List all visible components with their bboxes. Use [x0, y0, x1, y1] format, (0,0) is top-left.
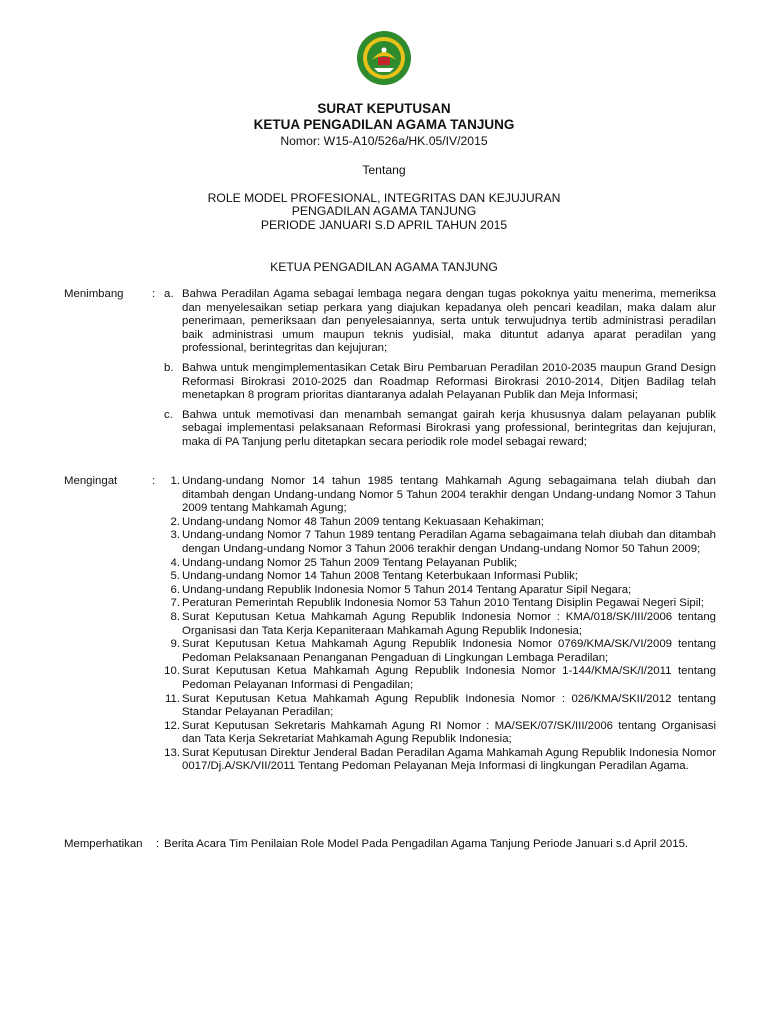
- item-text: Undang-undang Nomor 48 Tahun 2009 tentang Kekuasaan Kehakiman;: [182, 515, 545, 528]
- item-marker: c.: [164, 408, 173, 421]
- mengingat-label: Mengingat: [64, 475, 118, 487]
- document-title: SURAT KEPUTUSAN: [317, 101, 451, 116]
- item-marker: 8.: [170, 610, 180, 623]
- memperhatikan-text: Berita Acara Tim Penilaian Role Model Pada Pengadilan Agama Tanjung Periode Januari s.d April 2015.: [164, 838, 689, 850]
- menimbang-item: [162, 362, 716, 403]
- item-marker: 6.: [170, 583, 180, 596]
- menimbang-label: Menimbang: [64, 288, 124, 300]
- mengingat-list: [162, 475, 716, 774]
- item-text: Peraturan Pemerintah Republik Indonesia Nomor 53 Tahun 2010 Tentang Disiplin Pegawai Negeri Sipil;: [182, 597, 704, 610]
- mengingat-item: [162, 516, 716, 530]
- subject-line-3: PERIODE JANUARI S.D APRIL TAHUN 2015: [260, 218, 508, 232]
- item-text: Surat Keputusan Ketua Mahkamah Agung Republik Indonesia Nomor 0769/KMA/SK/VI/2009 tentang Pedoman Pelaksanaan Penanganan Pengaduan di Lingkungan Lembaga Peradilan;: [182, 638, 716, 664]
- item-marker: 11.: [165, 692, 180, 705]
- mengingat-item: [162, 597, 716, 611]
- item-marker: 10.: [164, 665, 180, 678]
- item-marker: b.: [164, 361, 174, 374]
- mengingat-item: [162, 747, 716, 774]
- item-text: Bahwa untuk mengimplementasikan Cetak Biru Pembaruan Peradilan 2010-2035 maupun Grand Design Reformasi Birokrasi 2010-2025 dan Roadmap Reformasi Birokrasi 2010-2014, Ditjen Badilag telah menetapkan 8 program prioritas diantaranya adalah Pelayanan Publik dan Meja Informasi;: [182, 361, 716, 402]
- item-text: Surat Keputusan Ketua Mahkamah Agung Republik Indonesia Nomor 1-144/KMA/SK/I/2011 tentang Pedoman Pelayanan Informasi di Pengadilan;: [182, 665, 716, 691]
- mengingat-item: [162, 529, 716, 556]
- item-text: Undang-undang Nomor 25 Tahun 2009 Tentang Pelayanan Publik;: [182, 556, 518, 569]
- item-marker: a.: [164, 288, 174, 300]
- item-text: Bahwa Peradilan Agama sebagai lembaga negara dengan tugas pokoknya yaitu menerima, memeriksa dan menyelesaikan setiap perkara yang diajukan kepadanya oleh pencari keadilan, maka dalam alur penerimaan, pemeriksaan dan penyelesaiannya, serta untuk terwujudnya tertib administrasi peradilan baik administrasi umum maupun teknis yudisial, maka dituntut adanya aparat peradilan yang professional, berintegritas dan kejujuran;: [182, 288, 716, 355]
- menimbang-item: [162, 409, 716, 450]
- item-marker: 12.: [164, 719, 180, 732]
- tentang-label: Tentang: [362, 163, 406, 177]
- mengingat-colon: :: [152, 475, 156, 487]
- mengingat-item: [162, 475, 716, 516]
- item-text: Undang-undang Nomor 14 tahun 1985 tentang Mahkamah Agung sebagaimana telah diubah dan ditambah dengan Undang-undang Nomor 5 Tahun 2004 terakhir dengan Undang-undang Nomor 3 Tahun 2009 tentang Mahkamah Agung;: [182, 475, 716, 515]
- item-text: Bahwa untuk memotivasi dan menambah semangat gairah kerja khususnya dalam pelayanan publik sebagai implementasi pelaksanaan Reformasi Birokrasi yang professional, berintegritas dan kejujuran, maka di PA Tanjung perlu ditetapkan secara periodik role model sebagai reward;: [182, 408, 716, 448]
- item-text: Surat Keputusan Sekretaris Mahkamah Agung RI Nomor : MA/SEK/07/SK/III/2006 tentang Organisasi dan Tata Kerja Sekretariat Mahkamah Agung Republik Indonesia;: [182, 719, 716, 746]
- menimbang-colon: :: [152, 288, 156, 300]
- item-text: Surat Keputusan Direktur Jenderal Badan Peradilan Agama Mahkamah Agung Republik Indonesia Nomor 0017/Dj.A/SK/VII/2011 Tentang Pedoman Pelayanan Meja Informasi di lingkungan Peradilan Agama.: [182, 746, 716, 773]
- memperhatikan-label: Memperhatikan: [64, 838, 143, 850]
- mengingat-item: [162, 557, 716, 571]
- issuer-heading: KETUA PENGADILAN AGAMA TANJUNG: [270, 260, 498, 274]
- document-number: Nomor: W15-A10/526a/HK.05/IV/2015: [280, 134, 488, 148]
- court-emblem-icon: [356, 30, 412, 86]
- item-marker: 5.: [170, 570, 180, 583]
- mengingat-item: [162, 570, 716, 584]
- item-text: Surat Keputusan Ketua Mahkamah Agung Republik Indonesia Nomor : KMA/018/SK/III/2006 tentang Organisasi dan Tata Kerja Kepaniteraan Mahkamah Agung Republik Indonesia;: [182, 610, 716, 637]
- menimbang-list: [162, 288, 716, 450]
- item-marker: 7.: [170, 597, 180, 610]
- mengingat-item: [162, 693, 716, 720]
- item-text: Surat Keputusan Ketua Mahkamah Agung Republik Indonesia Nomor : 026/KMA/SKII/2012 tentang Standar Pelayanan Peradilan;: [182, 692, 716, 719]
- item-marker: 13.: [164, 746, 180, 759]
- item-text: Undang-undang Republik Indonesia Nomor 5 Tahun 2014 Tentang Aparatur Sipil Negara;: [182, 583, 632, 596]
- menimbang-item: [162, 288, 716, 356]
- mengingat-item: [162, 665, 716, 692]
- mengingat-item: [162, 638, 716, 665]
- subject-line-2: PENGADILAN AGAMA TANJUNG: [291, 204, 477, 218]
- mengingat-item: [162, 611, 716, 638]
- memperhatikan-colon: :: [156, 838, 160, 850]
- item-text: Undang-undang Nomor 7 Tahun 1989 tentang Peradilan Agama sebagaimana telah diubah dan ditambah dengan Undang-undang Nomor 3 Tahun 2006 terakhir dengan Undang-undang Nomor 50 Tahun 2009;: [182, 529, 716, 555]
- mengingat-item: [162, 720, 716, 747]
- item-marker: 1.: [170, 475, 180, 487]
- subject-line-1: ROLE MODEL PROFESIONAL, INTEGRITAS DAN KEJUJURAN: [207, 191, 561, 205]
- item-marker: 4.: [170, 556, 180, 569]
- item-marker: 2.: [170, 515, 180, 528]
- item-marker: 9.: [170, 638, 180, 651]
- item-marker: 3.: [170, 529, 180, 542]
- document-issuer-title: KETUA PENGADILAN AGAMA TANJUNG: [253, 117, 515, 132]
- mengingat-item: [162, 584, 716, 598]
- item-text: Undang-undang Nomor 14 Tahun 2008 Tentang Keterbukaan Informasi Publik;: [182, 570, 578, 583]
